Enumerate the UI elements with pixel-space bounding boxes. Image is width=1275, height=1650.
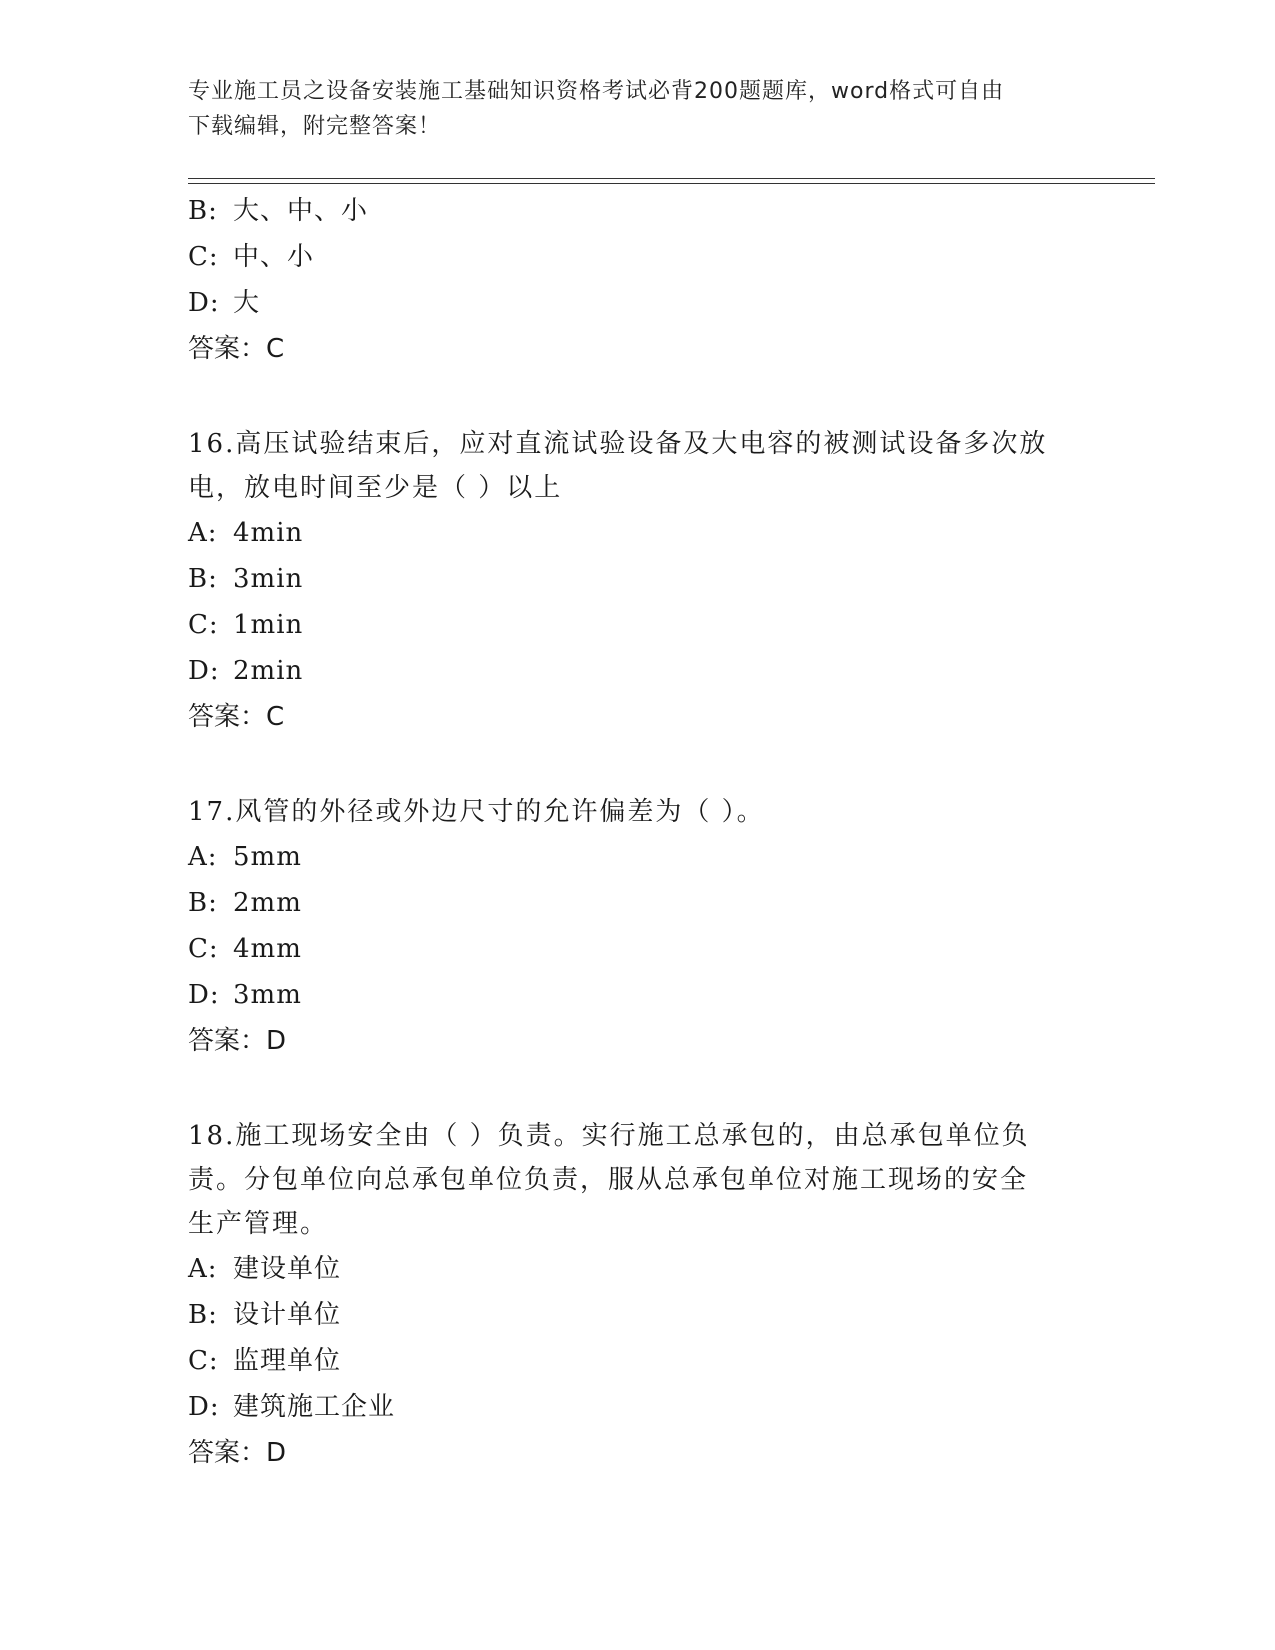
question-list (188, 188, 1088, 1476)
question-text: 18.施工现场安全由（ ）负责。实行施工总承包的，由总承包单位负责。分包单位向总承包单位负责，服从总承包单位对施工现场的安全生产管理。 (188, 1121, 1030, 1239)
question-block-18 (188, 1114, 1088, 1476)
option-a: A: 建设单位 (188, 1254, 342, 1284)
answer-line: 答案：C (188, 334, 285, 364)
option-d: D: 3mm (188, 980, 302, 1010)
answer-line: 答案：D (188, 1438, 287, 1468)
option-b: B: 大、中、小 (188, 196, 369, 226)
option-c: C: 中、小 (188, 242, 315, 272)
option-d: D: 建筑施工企业 (188, 1392, 396, 1422)
option-a: A: 4min (188, 518, 304, 548)
option-d: D: 大 (188, 288, 261, 318)
question-block-16 (188, 422, 1088, 740)
option-c: C: 1min (188, 610, 304, 640)
question-block-prev (188, 188, 1088, 372)
option-a: A: 5mm (188, 842, 302, 872)
option-b: B: 2mm (188, 888, 302, 918)
header-divider-bottom (188, 183, 1155, 184)
question-text: 17.风管的外径或外边尺寸的允许偏差为（ ）。 (188, 797, 765, 827)
answer-line: 答案：D (188, 1026, 287, 1056)
header-line-2: 下载编辑，附完整答案！ (188, 114, 442, 139)
option-b: B: 3min (188, 564, 304, 594)
option-c: C: 监理单位 (188, 1346, 342, 1376)
question-block-17 (188, 790, 1088, 1064)
answer-value: D (266, 1438, 287, 1468)
header-divider-top (188, 178, 1155, 179)
answer-line: 答案：C (188, 702, 285, 732)
option-b: B: 设计单位 (188, 1300, 342, 1330)
header-line-1: 专业施工员之设备安装施工基础知识资格考试必背200题题库，word格式可自由 (188, 79, 1005, 104)
answer-value: D (266, 1026, 287, 1056)
answer-value: C (266, 702, 285, 732)
question-text: 16.高压试验结束后，应对直流试验设备及大电容的被测试设备多次放电，放电时间至少是（ ）以上 (188, 429, 1048, 503)
option-c: C: 4mm (188, 934, 302, 964)
answer-value: C (266, 334, 285, 364)
page-header (188, 74, 1068, 144)
option-d: D: 2min (188, 656, 304, 686)
